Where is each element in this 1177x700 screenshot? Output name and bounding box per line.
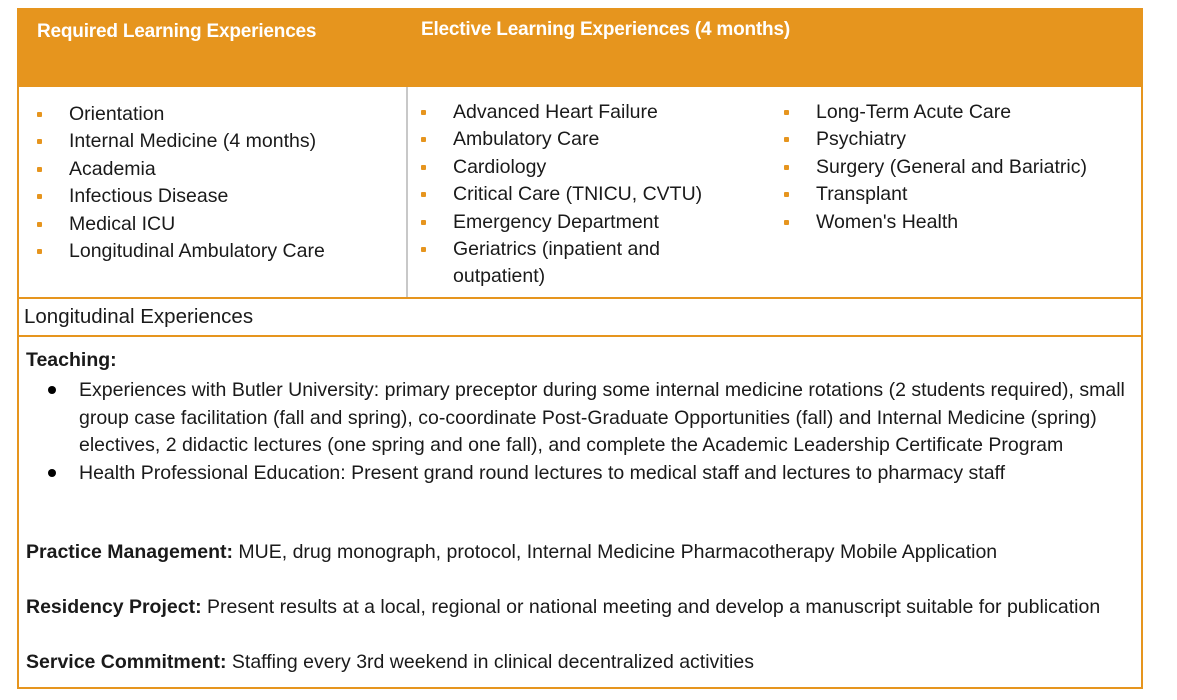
elective-list-right (784, 99, 1087, 236)
bullet-icon (48, 386, 56, 394)
service-text: Staffing every 3rd weekend in clinical decentralized activities (226, 651, 754, 673)
list-item: Infectious Disease (37, 183, 325, 210)
practice-management-line (26, 541, 997, 564)
teaching-list (26, 377, 1131, 487)
list-item: Women's Health (784, 209, 1087, 236)
project-label: Residency Project: (26, 596, 202, 618)
learning-experiences-table (17, 8, 1143, 689)
bullet-icon (421, 192, 426, 197)
elective-list-left (421, 99, 713, 291)
list-item: Advanced Heart Failure (421, 99, 713, 126)
list-item: Academia (37, 156, 325, 183)
bullet-icon (784, 137, 789, 142)
list-item: Long-Term Acute Care (784, 99, 1087, 126)
bullet-icon (421, 165, 426, 170)
bullet-icon (784, 220, 789, 225)
list-item: Orientation (37, 101, 325, 128)
list-item: Critical Care (TNICU, CVTU) (421, 181, 713, 208)
list-item: Experiences with Butler University: primary preceptor during some internal medicine rotations (2 students required), small group case facilitation (fall and spring), co-coordinate Post-Graduate Opportunities (fall) and Internal Medicine (spring) electives, 2 didactic lectures (one spring and one fall), and complete the Academic Leadership Certificate Program (26, 377, 1131, 460)
bullet-icon (421, 220, 426, 225)
list-item: Psychiatry (784, 126, 1087, 153)
longitudinal-header-row (19, 297, 1141, 337)
bullet-icon (37, 167, 42, 172)
bullet-icon (37, 222, 42, 227)
service-label: Service Commitment: (26, 651, 227, 673)
list-item: Internal Medicine (4 months) (37, 128, 325, 155)
bullet-icon (37, 194, 42, 199)
bullet-icon (37, 112, 42, 117)
bullet-icon (37, 249, 42, 254)
practice-label: Practice Management: (26, 541, 233, 563)
service-commitment-line (26, 651, 754, 674)
list-item: Longitudinal Ambulatory Care (37, 238, 325, 265)
list-item: Geriatrics (inpatient and outpatient) (421, 236, 713, 291)
bullet-icon (421, 110, 426, 115)
bullet-icon (784, 192, 789, 197)
bullet-icon (784, 110, 789, 115)
practice-text: MUE, drug monograph, protocol, Internal Medicine Pharmacotherapy Mobile Application (233, 541, 998, 563)
list-item: Medical ICU (37, 211, 325, 238)
list-item: Emergency Department (421, 209, 713, 236)
bullet-icon (784, 165, 789, 170)
bullet-icon (48, 469, 56, 477)
list-item: Transplant (784, 181, 1087, 208)
list-item: Health Professional Education: Present grand round lectures to medical staff and lectures to pharmacy staff (26, 460, 1131, 488)
bullet-icon (421, 137, 426, 142)
project-text: Present results at a local, regional or national meeting and develop a manuscript suitable for publication (201, 596, 1101, 618)
bullet-icon (421, 247, 426, 252)
elective-header: Elective Learning Experiences (4 months) (421, 19, 790, 40)
list-item: Cardiology (421, 154, 713, 181)
longitudinal-title: Longitudinal Experiences (24, 305, 254, 328)
experiences-row (19, 85, 1141, 297)
table-header (19, 10, 1141, 85)
list-item: Surgery (General and Bariatric) (784, 154, 1087, 181)
column-divider (406, 87, 408, 297)
residency-project-line (26, 596, 1100, 619)
required-list (37, 101, 325, 265)
bullet-icon (37, 139, 42, 144)
teaching-heading: Teaching: (26, 349, 117, 371)
list-item: Ambulatory Care (421, 126, 713, 153)
required-header: Required Learning Experiences (37, 21, 317, 42)
